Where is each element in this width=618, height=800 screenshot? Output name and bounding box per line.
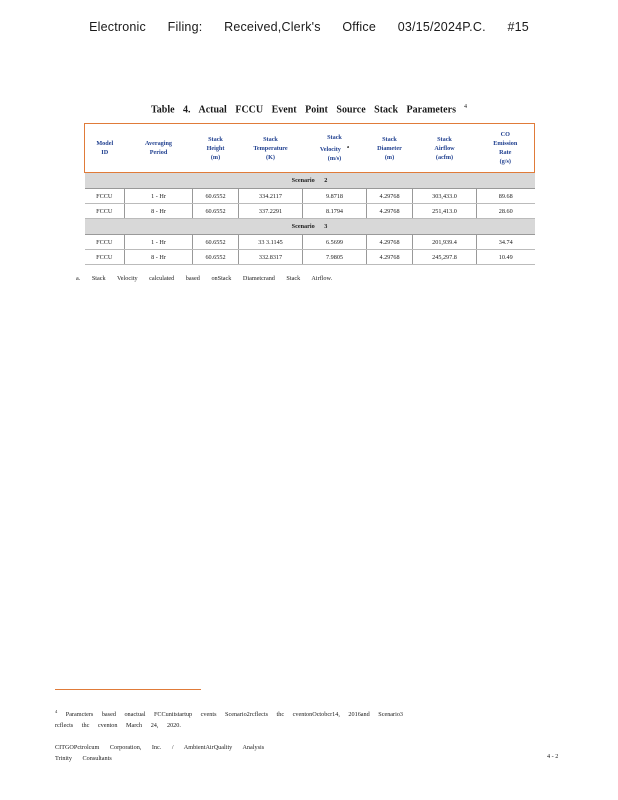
column-header-model-id: Model ID bbox=[85, 124, 125, 173]
table-cell: 337.2291 bbox=[239, 204, 303, 219]
header-word: Office bbox=[342, 20, 376, 34]
scenario-label: Scenario 2 bbox=[85, 173, 535, 189]
table-cell: 4.29768 bbox=[367, 250, 413, 265]
table-cell: 33 3.1145 bbox=[239, 235, 303, 250]
table-cell: 1 - Hr bbox=[125, 189, 193, 204]
table-row bbox=[85, 204, 535, 219]
page-footer bbox=[55, 742, 264, 764]
table-cell: 8.1794 bbox=[303, 204, 367, 219]
table-title-text: Table 4. Actual FCCU Event Point Source Stack Parameters bbox=[151, 104, 456, 116]
table-cell: 4.29768 bbox=[367, 235, 413, 250]
header-word: Electronic bbox=[89, 20, 146, 34]
table-cell: 245,297.8 bbox=[413, 250, 477, 265]
table-cell: 6.5699 bbox=[303, 235, 367, 250]
footer-consultant: Trinity Consultants bbox=[55, 755, 112, 762]
table-cell: 334.2117 bbox=[239, 189, 303, 204]
page-number: 4 - 2 bbox=[547, 753, 559, 760]
table-cell: 332.8317 bbox=[239, 250, 303, 265]
velocity-note-mark: a bbox=[346, 143, 350, 149]
table-cell: FCCU bbox=[85, 189, 125, 204]
table-title bbox=[0, 104, 618, 115]
table-cell: 4.29768 bbox=[367, 189, 413, 204]
header-word: #15 bbox=[507, 20, 529, 34]
table-cell: 60.6552 bbox=[193, 250, 239, 265]
table-note: a. Stack Velocity calculated based onStack Diametcrand Stack Airflow. bbox=[76, 275, 333, 282]
column-header-stack-diameter: Stack Diameter (m) bbox=[367, 124, 413, 173]
table-cell: 34.74 bbox=[477, 235, 535, 250]
table-cell: 60.6552 bbox=[193, 189, 239, 204]
header-word: 03/15/2024P.C. bbox=[397, 20, 486, 34]
table-cell: 1 - Hr bbox=[125, 235, 193, 250]
footnote bbox=[55, 706, 525, 731]
footnote-line: Paramcters based onactual FCCunitstartup cvents Scenario2rcflects thc cventonOctobcr14, 2016and Scenario3 bbox=[65, 711, 404, 719]
table-row bbox=[85, 250, 535, 265]
table-cell: 89.68 bbox=[477, 189, 535, 204]
table-header-row bbox=[85, 124, 535, 173]
scenario-2-band bbox=[85, 173, 535, 189]
table-cell: 60.6552 bbox=[193, 204, 239, 219]
scenario-label: Scenario 3 bbox=[85, 219, 535, 235]
table-cell: FCCU bbox=[85, 250, 125, 265]
table-cell: 9.8718 bbox=[303, 189, 367, 204]
table-cell: 303,433.0 bbox=[413, 189, 477, 204]
filing-stamp-header bbox=[0, 20, 618, 34]
column-header-averaging-period: Averaging Period bbox=[125, 124, 193, 173]
table-cell: 201,939.4 bbox=[413, 235, 477, 250]
table-title-footnote-mark: 4 bbox=[463, 104, 467, 110]
footnote-line: rcflects thc cventon March 24, 2020. bbox=[55, 722, 181, 730]
scenario-3-band bbox=[85, 219, 535, 235]
table-cell: 251,413.0 bbox=[413, 204, 477, 219]
table-cell: 60.6552 bbox=[193, 235, 239, 250]
table-cell: 10.49 bbox=[477, 250, 535, 265]
column-header-stack-temperature: Stack Temperature (K) bbox=[239, 124, 303, 173]
column-header-co-emission-rate: CO Emission Rate (g/s) bbox=[477, 124, 535, 173]
column-header-stack-height: Stack Height (m) bbox=[193, 124, 239, 173]
table-row bbox=[85, 189, 535, 204]
table-cell: 8 - Hr bbox=[125, 204, 193, 219]
table-cell: 4.29768 bbox=[367, 204, 413, 219]
column-header-stack-airflow: Stack Airflow (acfm) bbox=[413, 124, 477, 173]
header-word: Received,Clerk's bbox=[224, 20, 321, 34]
table-cell: 28.60 bbox=[477, 204, 535, 219]
footnote-divider bbox=[55, 689, 201, 690]
footer-company: CITGOPctrolcum Corporation, Inc. / AmbientAirQuality Analysis bbox=[55, 744, 265, 751]
stack-parameters-table bbox=[84, 123, 535, 265]
table-cell: FCCU bbox=[85, 235, 125, 250]
table-cell: 8 - Hr bbox=[125, 250, 193, 265]
header-word: Filing: bbox=[167, 20, 203, 34]
column-header-stack-velocity: Stack Velocity $^a$ (m/s) bbox=[303, 124, 367, 173]
table-cell: 7.9805 bbox=[303, 250, 367, 265]
table-cell: FCCU bbox=[85, 204, 125, 219]
footnote-mark: 4 bbox=[55, 709, 58, 714]
table-row bbox=[85, 235, 535, 250]
